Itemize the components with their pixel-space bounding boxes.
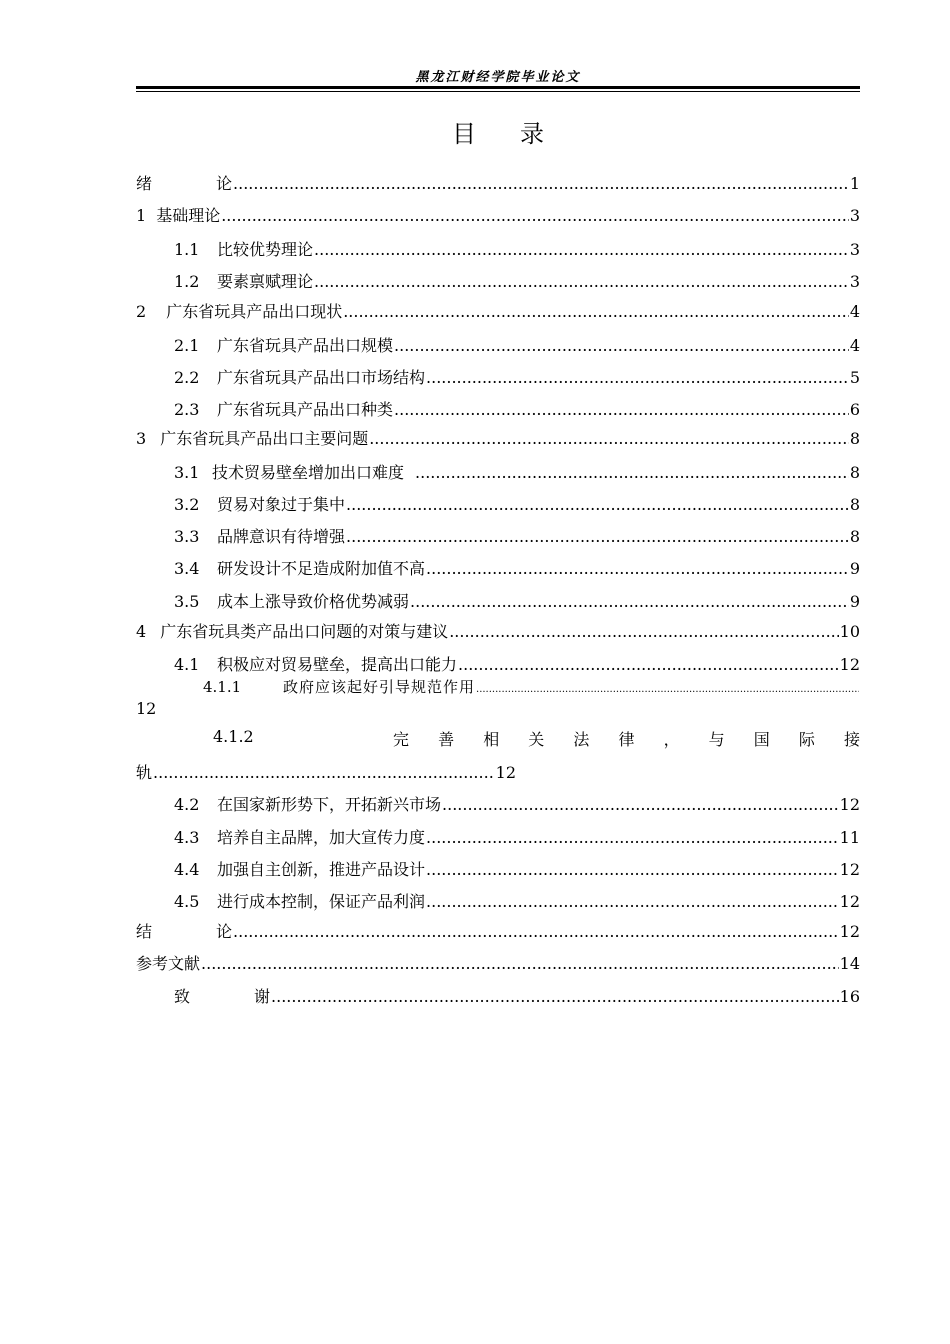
toc-spread-char: ， xyxy=(663,730,680,749)
toc-entry-4-4[interactable] xyxy=(174,857,860,880)
toc-entry-number: 4 xyxy=(136,622,147,641)
toc-entry-number: 4.5 xyxy=(174,892,200,911)
toc-entry-page: 3 xyxy=(849,240,860,259)
running-header: 黑龙江财经学院毕业论文 xyxy=(415,70,581,85)
toc-entry-number: 4.1.1 xyxy=(203,678,242,696)
toc-entry-label: 比较优势理论 xyxy=(217,240,314,259)
toc-leader-dots xyxy=(233,922,839,941)
toc-spread-char: 际 xyxy=(798,730,815,749)
toc-entry-page: 8 xyxy=(849,495,860,514)
header-rule-thick xyxy=(136,86,860,89)
toc-entry-acknowledgements[interactable] xyxy=(174,984,860,1007)
toc-entry-3-2[interactable] xyxy=(174,492,860,515)
toc-entry-page: 12 xyxy=(839,922,860,941)
toc-leader-dots xyxy=(394,400,849,419)
toc-entry-label: 广东省玩具产品出口现状 xyxy=(166,302,343,321)
toc-title-right: 录 xyxy=(520,120,544,148)
toc-entry-number: 4.4 xyxy=(174,860,200,879)
toc-entry-4-2[interactable] xyxy=(174,792,860,815)
toc-entry-label: 绪 论 xyxy=(136,174,233,193)
toc-entry-number: 4.2 xyxy=(174,795,200,814)
toc-title xyxy=(136,114,860,149)
toc-entry-label: 贸易对象过于集中 xyxy=(217,495,346,514)
toc-leader-dots xyxy=(153,763,495,782)
toc-entry-number: 3 xyxy=(136,429,147,448)
toc-entry-page: 9 xyxy=(849,592,860,611)
toc-entry-4-1-2-continuation[interactable] xyxy=(136,760,516,783)
toc-entry-label: 在国家新形势下，开拓新兴市场 xyxy=(217,795,442,814)
toc-entry-label: 结 论 xyxy=(136,922,233,941)
toc-leader-dots xyxy=(426,892,839,911)
toc-entry-label: 品牌意识有待增强 xyxy=(217,527,346,546)
toc-entry-3-3[interactable] xyxy=(174,524,860,547)
toc-entry-2-2[interactable] xyxy=(174,365,860,388)
toc-entry-conclusion[interactable] xyxy=(136,919,860,942)
toc-entry-label: 轨 xyxy=(136,763,153,782)
toc-entry-page: 5 xyxy=(849,368,860,387)
toc-entry-3-1[interactable] xyxy=(174,460,860,483)
toc-entry-label: 广东省玩具产品出口规模 xyxy=(217,336,394,355)
toc-entry-page: 3 xyxy=(849,206,860,225)
toc-entry-4-1-1-page: 12 xyxy=(136,699,157,718)
toc-entry-1-2[interactable] xyxy=(174,269,860,292)
toc-entry-number: 4.1 xyxy=(174,655,200,674)
toc-entry-number: 2.1 xyxy=(174,336,200,355)
toc-entry-3-4[interactable] xyxy=(174,556,860,579)
toc-entry-4-5[interactable] xyxy=(174,889,860,912)
toc-entry-label: 基础理论 xyxy=(156,206,221,225)
toc-spread-char: 完 xyxy=(393,730,410,749)
toc-entry-page: 12 xyxy=(839,655,860,674)
toc-spread-char: 国 xyxy=(753,730,770,749)
toc-entry-page: 8 xyxy=(849,463,860,482)
toc-entry-3-5[interactable] xyxy=(174,589,860,612)
toc-entry-page: 9 xyxy=(849,559,860,578)
toc-entry-label: 研发设计不足造成附加值不高 xyxy=(217,559,426,578)
toc-entry-label: 政府应该起好引导规范作用 xyxy=(283,678,476,696)
toc-entry-number: 3.4 xyxy=(174,559,200,578)
toc-entry-page: 4 xyxy=(849,336,860,355)
toc-entry-page: 12 xyxy=(839,892,860,911)
toc-entry-label: 进行成本控制，保证产品利润 xyxy=(217,892,426,911)
toc-entry-2-3[interactable] xyxy=(174,397,860,420)
toc-leader-dots xyxy=(314,272,849,291)
toc-entry-label: 广东省玩具产品出口种类 xyxy=(217,400,394,419)
toc-entry-number: 1 xyxy=(136,206,147,225)
toc-spread-char: 与 xyxy=(708,730,725,749)
toc-entry-page: 8 xyxy=(849,429,860,448)
toc-leader-dots xyxy=(314,240,849,259)
toc-spread-char: 关 xyxy=(528,730,545,749)
toc-entry-4-1[interactable] xyxy=(174,652,860,675)
toc-spread-char: 律 xyxy=(618,730,635,749)
toc-entry-label: 广东省玩具产品出口主要问题 xyxy=(160,429,369,448)
toc-spread-char: 法 xyxy=(573,730,590,749)
toc-leader-dots xyxy=(426,860,839,879)
toc-entry-number: 2.3 xyxy=(174,400,200,419)
toc-entry-3[interactable] xyxy=(136,426,860,449)
toc-leader-dots xyxy=(458,655,839,674)
toc-entry-label: 积极应对贸易壁垒，提高出口能力 xyxy=(217,655,458,674)
toc-entry-label: 加强自主创新，推进产品设计 xyxy=(217,860,426,879)
toc-entry-4[interactable] xyxy=(136,619,860,642)
toc-entry-introduction[interactable] xyxy=(136,171,860,194)
toc-leader-dots xyxy=(369,429,849,448)
toc-leader-dots xyxy=(426,368,849,387)
toc-entry-label: 致 谢 xyxy=(174,987,271,1006)
toc-spread-char: 接 xyxy=(843,730,860,749)
toc-entry-number: 4.3 xyxy=(174,828,200,847)
toc-leader-dots xyxy=(271,987,839,1006)
toc-leader-dots xyxy=(346,527,849,546)
toc-leader-dots xyxy=(426,559,849,578)
toc-entry-number: 3.5 xyxy=(174,592,200,611)
toc-entry-number: 1.2 xyxy=(174,272,200,291)
toc-entry-label: 成本上涨导致价格优势减弱 xyxy=(217,592,410,611)
toc-entry-label: 技术贸易壁垒增加出口难度 xyxy=(212,463,405,482)
toc-leader-dots xyxy=(233,174,849,193)
toc-entry-page: 14 xyxy=(839,954,860,973)
toc-leader-dots xyxy=(449,622,838,641)
toc-entry-number: 3.3 xyxy=(174,527,200,546)
toc-entry-page: 1 xyxy=(849,174,860,193)
toc-entry-2[interactable] xyxy=(136,299,860,322)
toc-leader-dots xyxy=(410,592,849,611)
toc-entry-label: 广东省玩具产品出口市场结构 xyxy=(217,368,426,387)
toc-leader-dots xyxy=(394,336,849,355)
toc-entry-page: 12 xyxy=(495,763,516,782)
toc-entry-4-1-2-number: 4.1.2 xyxy=(213,727,254,746)
toc-entry-number: 2.2 xyxy=(174,368,200,387)
header-rule-thin xyxy=(136,91,860,92)
toc-leader-dots xyxy=(221,206,849,225)
toc-entry-page: 12 xyxy=(839,860,860,879)
toc-leader-dots xyxy=(201,954,839,973)
toc-entry-label: 要素禀赋理论 xyxy=(217,272,314,291)
toc-entry-references[interactable] xyxy=(136,951,860,974)
toc-leader-dots xyxy=(346,495,849,514)
toc-entry-label: 广东省玩具类产品出口问题的对策与建议 xyxy=(160,622,449,641)
toc-entry-1-1[interactable] xyxy=(174,237,860,260)
toc-leader-dots xyxy=(343,302,849,321)
toc-entry-number: 3.2 xyxy=(174,495,200,514)
toc-leader-dots xyxy=(426,828,839,847)
toc-entry-page: 10 xyxy=(839,622,860,641)
toc-entry-label: 培养自主品牌，加大宣传力度 xyxy=(217,828,426,847)
toc-entry-page: 3 xyxy=(849,272,860,291)
toc-leader-dots xyxy=(442,795,839,814)
toc-entry-page: 4 xyxy=(849,302,860,321)
toc-entry-page: 8 xyxy=(849,527,860,546)
toc-entry-page: 6 xyxy=(849,400,860,419)
toc-entry-page: 16 xyxy=(839,987,860,1006)
toc-entry-4-1-1[interactable] xyxy=(203,676,860,697)
toc-spread-char: 善 xyxy=(438,730,455,749)
toc-title-left: 目 xyxy=(452,120,476,148)
toc-entry-1[interactable] xyxy=(136,203,860,226)
toc-entry-number: 3.1 xyxy=(174,463,200,482)
toc-entry-4-1-2-label[interactable] xyxy=(393,727,860,750)
toc-entry-label: 参考文献 xyxy=(136,954,201,973)
toc-entry-page: 12 xyxy=(839,795,860,814)
toc-entry-2-1[interactable] xyxy=(174,333,860,356)
toc-entry-4-3[interactable] xyxy=(174,825,860,848)
toc-leader-dots xyxy=(476,684,859,695)
toc-spread-char: 相 xyxy=(483,730,500,749)
toc-entry-number: 2 xyxy=(136,302,147,321)
toc-entry-number: 1.1 xyxy=(174,240,200,259)
toc-leader-dots xyxy=(415,463,849,482)
toc-entry-page: 11 xyxy=(839,828,860,847)
